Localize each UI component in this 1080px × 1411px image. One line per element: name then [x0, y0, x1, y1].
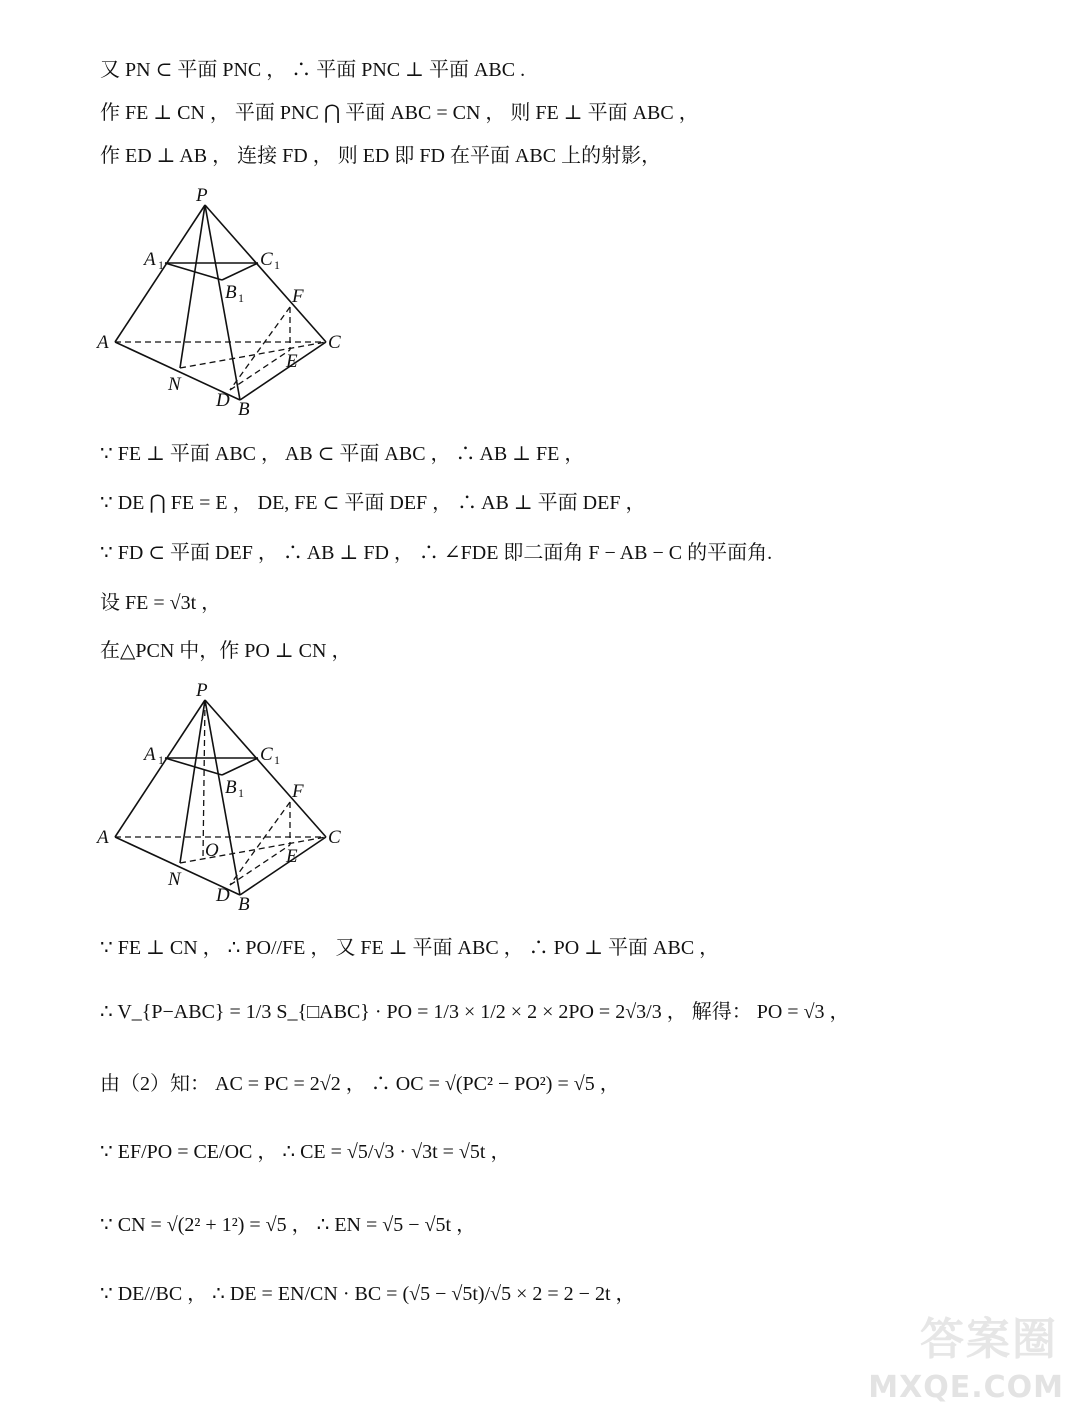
edge-po	[203, 700, 205, 858]
label-b: B	[238, 399, 250, 420]
label-n: N	[168, 374, 181, 395]
label-b: B	[238, 894, 250, 915]
edge-pc	[205, 700, 326, 837]
text-line-2: 作 FE ⊥ CN ， 平面 PNC ⋂ 平面 ABC = CN ， 则 FE ⊥ 平面 ABC ，	[100, 102, 699, 124]
label-e: E	[286, 846, 298, 867]
edge-nc	[180, 342, 326, 368]
label-a1-sub: 1	[158, 258, 164, 272]
text-line-13: ∵ CN = √(2² + 1²) = √5 ， ∴ EN = √5 − √5t ，	[100, 1214, 477, 1236]
text-line-10: ∴ V_{P−ABC} = 1/3 S_{□ABC} · PO = 1/3 × 1/2 × 2 × 2PO = 2√3/3 ， 解得： PO = √3 ，	[100, 1001, 850, 1023]
label-c1: C	[260, 249, 273, 270]
text-line-1: 又 PN ⊂ 平面 PNC ， ∴ 平面 PNC ⊥ 平面 ABC .	[100, 59, 526, 81]
edge-bc	[240, 837, 326, 895]
text-line-6: ∵ FD ⊂ 平面 DEF ， ∴ AB ⊥ FD ， ∴ ∠FDE 即二面角 F − AB − C 的平面角.	[100, 542, 773, 564]
pyramid-figure-1	[90, 185, 360, 420]
pyramid-figure-2	[90, 680, 360, 915]
label-c1-sub: 1	[274, 258, 280, 272]
label-o: O	[205, 840, 219, 861]
label-c1: C	[260, 744, 273, 765]
label-d: D	[216, 885, 230, 906]
edge-nc	[180, 837, 326, 863]
edge-pa	[115, 700, 205, 837]
label-a1-sub: 1	[158, 753, 164, 767]
label-p: P	[196, 680, 208, 701]
label-a1: A	[144, 249, 156, 270]
label-n: N	[168, 869, 181, 890]
label-p: P	[196, 185, 208, 206]
text-line-11: 由（2）知： AC = PC = 2√2 ， ∴ OC = √(PC² − PO²) = √5 ，	[100, 1073, 620, 1095]
label-b1-sub: 1	[238, 786, 244, 800]
edge-de	[230, 845, 290, 885]
label-c: C	[328, 332, 341, 353]
edge-fd	[230, 802, 290, 885]
label-f: F	[292, 781, 304, 802]
label-a: A	[97, 827, 109, 848]
edge-b1c1	[222, 263, 258, 280]
edge-pa	[115, 205, 205, 342]
edge-de	[230, 350, 290, 390]
label-e: E	[286, 351, 298, 372]
text-line-3: 作 ED ⊥ AB ， 连接 FD ， 则 ED 即 FD 在平面 ABC 上的射影，	[100, 145, 662, 167]
label-a1: A	[144, 744, 156, 765]
label-a: A	[97, 332, 109, 353]
text-line-14: ∵ DE//BC ， ∴ DE = EN/CN · BC = (√5 − √5t)/√5 × 2 = 2 − 2t ，	[100, 1283, 636, 1305]
text-line-9: ∵ FE ⊥ CN ， ∴ PO//FE ， 又 FE ⊥ 平面 ABC ， ∴ PO ⊥ 平面 ABC ，	[100, 937, 720, 959]
label-d: D	[216, 390, 230, 411]
edge-pc	[205, 205, 326, 342]
text-line-8: 在△PCN 中，作 PO ⊥ CN ，	[100, 640, 352, 662]
label-c: C	[328, 827, 341, 848]
edge-b1c1	[222, 758, 258, 775]
text-line-7: 设 FE = √3t ，	[100, 592, 222, 614]
watermark-logo	[868, 1301, 1070, 1411]
label-b1-sub: 1	[238, 291, 244, 305]
label-c1-sub: 1	[274, 753, 280, 767]
text-line-5: ∵ DE ⋂ FE = E ， DE, FE ⊂ 平面 DEF ， ∴ AB ⊥ 平面 DEF ，	[100, 492, 646, 514]
label-f: F	[292, 286, 304, 307]
edge-bc	[240, 342, 326, 400]
watermark-bottom-text: MXQE.COM	[868, 1370, 1064, 1405]
edge-pn	[180, 700, 205, 863]
label-b1: B	[225, 777, 237, 798]
edge-fd	[230, 307, 290, 390]
label-b1: B	[225, 282, 237, 303]
watermark-top-text: 答案圈	[920, 1314, 1058, 1365]
edge-pn	[180, 205, 205, 368]
text-line-4: ∵ FE ⊥ 平面 ABC ， AB ⊂ 平面 ABC ， ∴ AB ⊥ FE ，	[100, 443, 585, 465]
text-line-12: ∵ EF/PO = CE/OC ， ∴ CE = √5/√3 · √3t = √5t ，	[100, 1141, 511, 1163]
